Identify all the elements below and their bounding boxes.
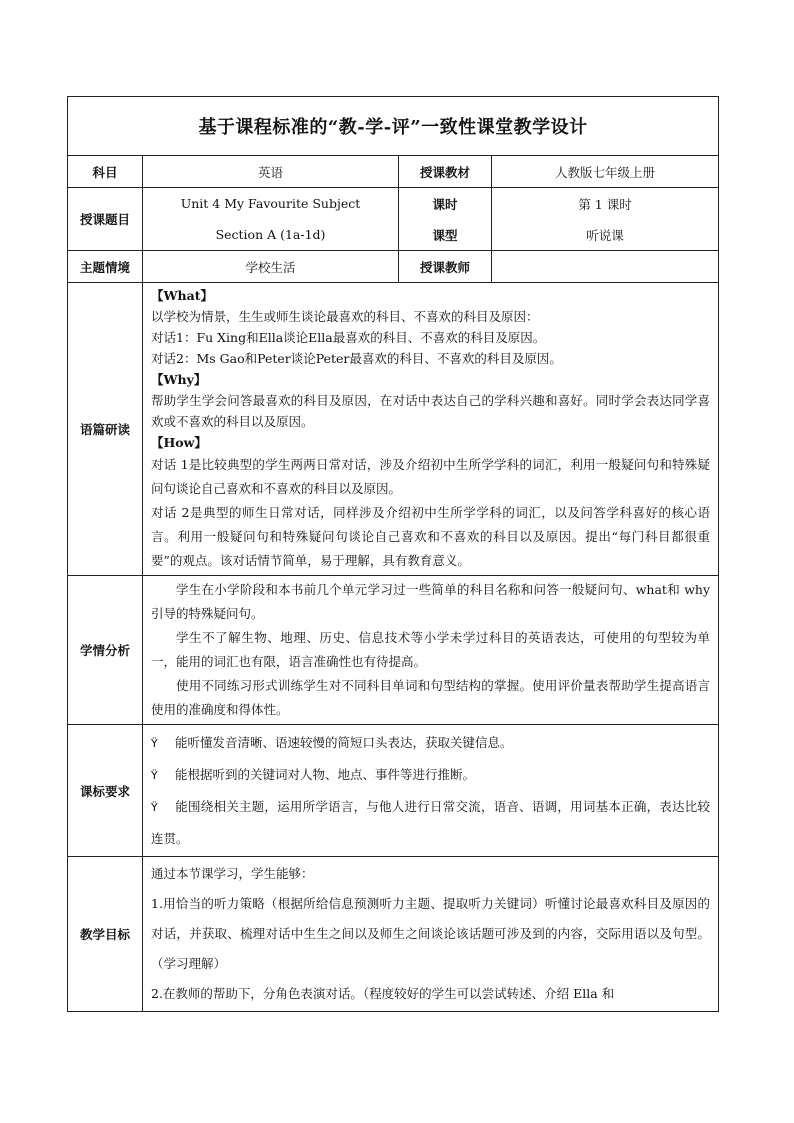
standard-item-1 (151, 727, 710, 759)
topic-label: 授课题目 (68, 188, 143, 251)
standard-text-3: 能围绕相关主题，运用所学语言，与他人进行日常交流，语音、语调，用词基本正确，表达比较连贯。 (151, 799, 711, 846)
objective-1: 1.用恰当的听力策略（根据所给信息预测听力主题、提取听力关键词）听懂讨论最喜欢科目及原因的对话，并获取、梳理对话中生生之间以及师生之间谈论该话题可涉及到的内容，交际用语以及句型。（学习理解） (151, 896, 711, 971)
objectives-label: 教学目标 (68, 857, 143, 1012)
period-type-labels (399, 188, 492, 251)
theme-label: 主题情境 (68, 251, 143, 283)
bullet-icon: Ÿ (151, 801, 158, 814)
standard-item-2 (151, 759, 710, 791)
standards-label: 课标要求 (68, 725, 143, 857)
standards-content (143, 725, 719, 857)
period-value: 第 1 课时 (578, 196, 632, 212)
how-paragraph-2: 对话 2是典型的师生日常对话，同样涉及介绍初中生所学学科的词汇，以及问答学科喜好的核心语言。利用一般疑问句和特殊疑问句谈论自己喜欢和不喜欢的科目以及原因。提出“每门科目都很重要”的观点。该对话情节简单，易于理解，具有教育意义。 (151, 505, 711, 568)
period-type-values (492, 188, 719, 251)
learner-analysis-label: 学情分析 (68, 576, 143, 725)
what-heading: 【What】 (151, 288, 213, 303)
objective-2: 2.在教师的帮助下，分角色表演对话。（程度较好的学生可以尝试转述、介绍 Ella 和 (151, 986, 615, 1001)
document-title: 基于课程标准的“教-学-评”一致性课堂教学设计 (68, 97, 719, 156)
lesson-plan-page (67, 96, 718, 1012)
subject-value: 英语 (143, 156, 399, 188)
objectives-content (143, 857, 719, 1012)
why-heading: 【Why】 (151, 372, 207, 387)
type-label: 课型 (432, 227, 458, 243)
learner-paragraph-3: 使用不同练习形式训练学生对不同科目单词和句型结构的掌握。使用评价量表帮助学生提高语言使用的准确度和得体性。 (151, 678, 711, 717)
period-label: 课时 (432, 196, 458, 212)
topic-line-2: Section A (1a-1d) (215, 227, 326, 242)
text-study-label: 语篇研读 (68, 283, 143, 576)
teacher-value (492, 251, 719, 283)
teacher-label: 授课教师 (399, 251, 492, 283)
subject-label: 科目 (68, 156, 143, 188)
why-text: 帮助学生学会问答最喜欢的科目及原因，在对话中表达自己的学科兴趣和喜好。同时学会表达同学喜欢或不喜欢的科目以及原因。 (151, 393, 711, 429)
bullet-icon: Ÿ (151, 737, 158, 750)
objectives-intro: 通过本节课学习，学生能够： (151, 866, 314, 881)
learner-paragraph-1: 学生在小学阶段和本书前几个单元学习过一些简单的科目名称和问答一般疑问句、what和 why引导的特殊疑问句。 (151, 582, 711, 621)
text-study-content (143, 283, 719, 576)
theme-value: 学校生活 (143, 251, 399, 283)
how-heading: 【How】 (151, 435, 207, 450)
material-value: 人教版七年级上册 (492, 156, 719, 188)
what-line-3: 对话2：Ms Gao和Peter谈论Peter最喜欢的科目、不喜欢的科目及原因。 (151, 351, 562, 366)
topic-line-1: Unit 4 My Favourite Subject (180, 196, 361, 211)
learner-paragraph-2: 学生不了解生物、地理、历史、信息技术等小学未学过科目的英语表达，可使用的句型较为单一，能用的词汇也有限，语言准确性也有待提高。 (151, 630, 711, 669)
material-label: 授课教材 (399, 156, 492, 188)
standard-item-3 (151, 791, 710, 854)
learner-analysis-content (143, 576, 719, 725)
standard-text-2: 能根据听到的关键词对人物、地点、事件等进行推断。 (175, 767, 476, 782)
type-value: 听说课 (586, 227, 624, 243)
how-paragraph-1: 对话 1是比较典型的学生两两日常对话，涉及介绍初中生所学学科的词汇，利用一般疑问句和特殊疑问句谈论自己喜欢和不喜欢的科目以及原因。 (151, 457, 711, 496)
standard-text-1: 能听懂发音清晰、语速较慢的简短口头表达，获取关键信息。 (175, 735, 513, 750)
topic-value (143, 188, 399, 251)
lesson-plan-table (67, 96, 719, 1012)
what-line-1: 以学校为情景，生生或师生谈论最喜欢的科目、不喜欢的科目及原因： (151, 309, 539, 324)
what-line-2: 对话1：Fu Xing和Ella谈论Ella最喜欢的科目、不喜欢的科目及原因。 (151, 330, 546, 345)
bullet-icon: Ÿ (151, 769, 158, 782)
